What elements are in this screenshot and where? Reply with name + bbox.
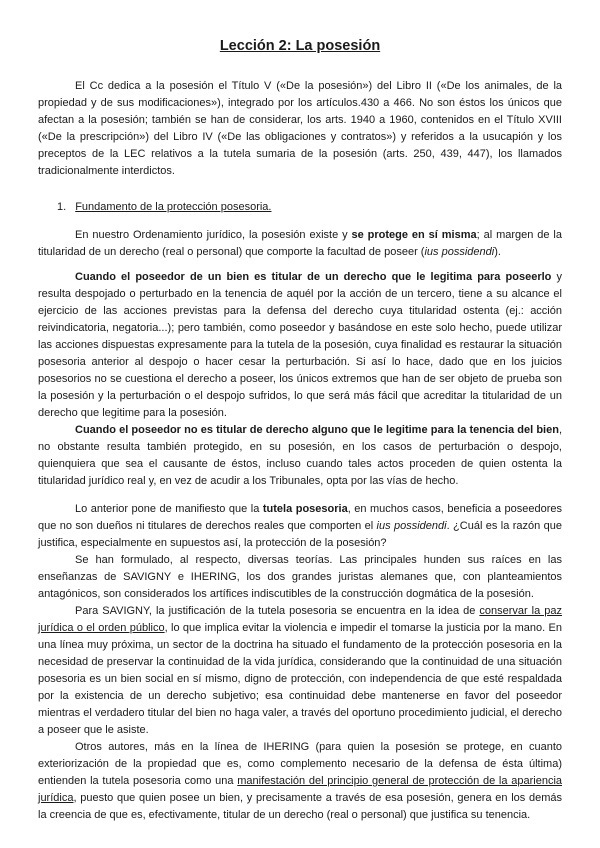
paragraph-ihering bbox=[38, 739, 562, 824]
text-run: El Cc dedica a la posesión el Título V («De la posesión») del Libro II («De los animales, de la propiedad y de sus modificaciones»), integrado por los artículos.430 a 466. No son éstos los únicos que afectan a la posesión; también se han de considerar, los arts. 1940 a 1960, contenidos en el Título XVIII («De la prescripción») del Libro IV («De las obligaciones y contratos») y referidos a la usucapión y los preceptos de la LEC relativos a la tutela sumaria de la posesión (arts. 250, 439, 447), los llamados tradicionalmente interdictos. bbox=[38, 80, 562, 177]
section-number: 1. bbox=[57, 201, 67, 213]
paragraph-savigny bbox=[38, 603, 562, 739]
text-run: ; al margen de la titularidad de un derecho (real o personal) que comporte la facultad de poseer ( bbox=[38, 229, 562, 258]
text-run: ). bbox=[494, 246, 501, 258]
text-run: Cuando el poseedor de un bien es titular de un derecho que le legitima para poseerlo bbox=[75, 271, 552, 283]
text-run: manifestación del principio general de protección de la apariencia jurídica bbox=[38, 775, 563, 804]
text-run: ius possidendi bbox=[424, 246, 495, 258]
text-run: se protege en sí misma bbox=[351, 229, 477, 241]
text-run: ius possidendi bbox=[376, 520, 447, 532]
paragraph-tutela-posesoria bbox=[38, 501, 562, 552]
text-run: . ¿Cuál es la razón que justifica, especialmente en supuestos así, la protección de la posesión? bbox=[38, 520, 563, 549]
text-run: , en muchos casos, beneficia a poseedores que no son dueños ni titulares de derechos reales que comporten el bbox=[38, 503, 563, 532]
text-run: Lo anterior pone de manifiesto que la bbox=[75, 503, 263, 515]
intro-paragraph bbox=[38, 78, 562, 180]
paragraph-protection-in-itself bbox=[38, 227, 562, 261]
paragraph-possessor-without-right bbox=[38, 422, 562, 490]
section-heading bbox=[38, 199, 562, 216]
text-run: Para SAVIGNY, la justificación de la tutela posesoria se encuentra en la idea de bbox=[75, 605, 480, 617]
text-run: conservar la paz jurídica o el orden público bbox=[38, 605, 562, 634]
text-run: , puesto que quien posee un bien, y precisamente a través de esa posesión, genera en los demás la creencia de que es, efectivamente, titular de un derecho (real o personal) que justifica su tenencia. bbox=[38, 792, 562, 821]
text-run: , no obstante resulta también protegido, en su posesión, en los casos de perturbación o despojo, quienquiera que sea el causante de éstos, incluso cuando tales actos proceden de quien ostenta la titularidad jurídico real y, en vez de acudir a los Tribunales, opta por las vías de hecho. bbox=[38, 424, 562, 487]
paragraph-theories bbox=[38, 552, 562, 603]
text-run: y resulta despojado o perturbado en la tenencia de aquél por la acción de un tercero, tiene a su alcance el ejercicio de las acciones previstas para la defensa del derecho cuya titularidad ostenta (ej.: acción reivindicatoria, negatoria...); pero también, como poseedor y basándose en este solo hecho, puede utilizar las acciones dispuestas expresamente para la tutela de la posesión, cuya finalidad es restaurar la situación posesoria anterior al despojo o hacer cesar la perturbación. Si así lo hace, dado que en los juicios posesorios no se cuestiona el derecho a poseer, los únicos extremos que han de ser objeto de prueba son la posesión y la perturbación o el despojo sufridos, lo que será más fácil que acreditar la titularidad de un derecho que legitime para la posesión. bbox=[38, 271, 562, 419]
text-run: tutela posesoria bbox=[262, 503, 348, 515]
text-run: Otros autores, más en la línea de IHERING (para quien la posesión se protege, en cuanto exteriorización de la propiedad que es, como complemento necesario de la defensa de ésta última) entienden la tutela posesoria como una bbox=[38, 741, 562, 787]
text-run: Se han formulado, al respecto, diversas teorías. Las principales hunden sus raíces en las enseñanzas de SAVIGNY e IHERING, los dos grandes juristas alemanes que, con planteamientos antagónicos, son considerados los artífices indiscutibles de la construcción dogmática de la posesión. bbox=[38, 554, 562, 600]
paragraph-possessor-with-right bbox=[38, 269, 562, 422]
section-title: Fundamento de la protección posesoria. bbox=[75, 201, 272, 213]
page-title: Lección 2: La posesión bbox=[219, 38, 381, 54]
text-run: En nuestro Ordenamiento jurídico, la posesión existe y bbox=[75, 229, 352, 241]
text-run: Cuando el poseedor no es titular de derecho alguno que le legitime para la tenencia del bien bbox=[75, 424, 559, 436]
text-run: , lo que implica evitar la violencia e impedir el tomarse la justicia por la mano. En una línea muy próxima, un sector de la doctrina ha situado el fundamento de la protección posesoria en la necesidad de preservar la continuidad de la vida jurídica, considerando que la continuidad de una situación posesoria es un bien social en sí mismo, digno de protección, con independencia de que esté respaldada por la existencia de un derecho subjetivo; esa continuidad debe mantenerse en favor del poseedor mientras el verdadero titular del bien no haga valer, a través del oportuno procedimiento judicial, el derecho a poseer que le asiste. bbox=[38, 622, 563, 736]
